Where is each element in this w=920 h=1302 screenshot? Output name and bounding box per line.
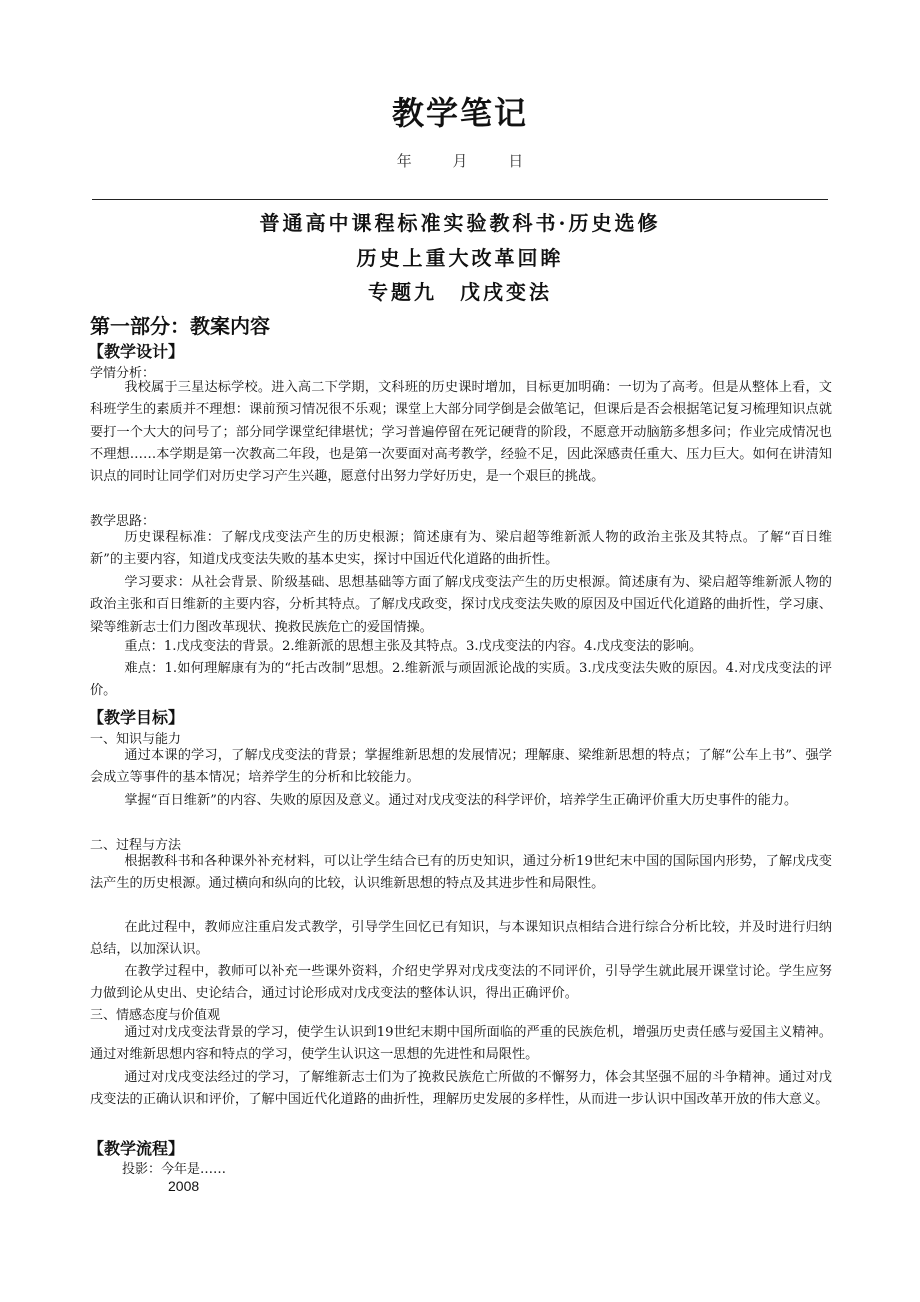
goals-paragraph-5: 在教学过程中，教师可以补充一些课外资料，介绍史学界对戊戌变法的不同评价，引导学生就此展开课堂讨论。学生应努力做到论从史出、史论结合，通过讨论形成对戊戌变法的整体认识，得出正确评价。 <box>90 964 832 1002</box>
goals-paragraph-4: 在此过程中，教师应注重启发式教学，引导学生回忆已有知识，与本课知识点相结合进行综合分析比较，并及时进行归纳总结，以加深认识。 <box>90 920 832 958</box>
goals-sub3: 三、情感态度与价值观 <box>90 1008 221 1023</box>
projection-line: 投影：今年是…… <box>122 1162 227 1177</box>
difficulties-paragraph: 难点：1.如何理解康有为的“托古改制”思想。2.维新派与顽固派论战的实质。3.戊戌变法失败的原因。4.对戊戌变法的评价。 <box>90 661 832 699</box>
goals-sub1: 一、知识与能力 <box>90 732 182 747</box>
date-day-label: 日 <box>508 152 524 170</box>
part-one-heading: 第一部分：教案内容 <box>90 314 270 338</box>
analysis-label: 学情分析： <box>90 366 156 381</box>
goals-sub2: 二、过程与方法 <box>90 838 182 853</box>
topic-heading: 专题九 戊戌变法 <box>368 280 552 304</box>
page-title: 教学笔记 <box>391 94 528 132</box>
goals-paragraph-1: 通过本课的学习，了解戊戌变法的背景；掌握维新思想的发展情况；理解康、梁维新思想的特点；了解“公车上书”、强学会成立等事件的基本情况；培养学生的分析和比较能力。 <box>90 748 832 786</box>
date-line <box>0 150 920 171</box>
goals-paragraph-2: 掌握“百日维新”的内容、失败的原因及意义。通过对戊戌变法的科学评价，培养学生正确评价重大历史事件的能力。 <box>124 793 798 808</box>
analysis-paragraph: 我校属于三星达标学校。进入高二下学期，文科班的历史课时增加，目标更加明确：一切为了高考。但是从整体上看，文科班学生的素质并不理想：课前预习情况很不乐观；课堂上大部分同学倒是会做笔记，但课后是否会根据笔记复习梳理知识点就要打一个大大的问号了；部分同学课堂纪律堪忧；学习普遍停留在死记硬背的阶段，不愿意开动脑筋多想多问；作业完成情况也不理想……本学期是第一次教高二年段，也是第一次要面对高考教学，经验不足，因此深感责任重大、压力巨大。如何在讲清知识点的同时让同学们对历史学习产生兴趣，愿意付出努力学好历史，是一个艰巨的挑战。 <box>90 380 832 485</box>
teaching-design-heading: 【教学设计】 <box>88 342 185 361</box>
goals-paragraph-6: 通过对戊戌变法背景的学习，使学生认识到19世纪末期中国所面临的严重的民族危机，增强历史责任感与爱国主义精神。通过对维新思想内容和特点的学习，使学生认识这一思想的先进性和局限性。 <box>90 1025 832 1063</box>
goals-paragraph-7: 通过对戊戌变法经过的学习，了解维新志士们为了挽救民族危亡所做的不懈努力，体会其坚强不屈的斗争精神。通过对戊戌变法的正确认识和评价，了解中国近代化道路的曲折性，理解历史发展的多样性，从而进一步认识中国改革开放的伟大意义。 <box>90 1070 832 1108</box>
requirement-paragraph: 学习要求：从社会背景、阶级基础、思想基础等方面了解戊戌变法产生的历史根源。简述康有为、梁启超等维新派人物的政治主张和百日维新的主要内容，分析其特点。了解戊戌政变，探讨戊戌变法失败的原因及中国近代化道路的曲折性，学习康、梁等维新志士们力图改革现状、挽救民族危亡的爱国情操。 <box>90 575 832 635</box>
standard-paragraph: 历史课程标准：了解戊戌变法产生的历史根源；简述康有为、梁启超等维新派人物的政治主张及其特点。了解“百日维新”的主要内容，知道戊戌变法失败的基本史实，探讨中国近代化道路的曲折性。 <box>90 530 832 568</box>
date-month-label: 月 <box>452 152 468 170</box>
goals-paragraph-3: 根据教科书和各种课外补充材料，可以让学生结合已有的历史知识，通过分析19世纪末中国的国际国内形势，了解戊戌变法产生的历史根源。通过横向和纵向的比较，认识维新思想的特点及其进步性和局限性。 <box>90 854 832 892</box>
thinking-label: 教学思路： <box>90 514 156 529</box>
book-heading: 普通高中课程标准实验教科书·历史选修 <box>259 211 661 235</box>
header-divider <box>92 199 828 200</box>
keypoints-paragraph: 重点：1.戊戌变法的背景。2.维新派的思想主张及其特点。3.戊戌变法的内容。4.戊戌变法的影响。 <box>124 639 703 654</box>
volume-heading: 历史上重大改革回眸 <box>356 246 564 270</box>
teaching-goals-heading: 【教学目标】 <box>88 708 185 727</box>
year-text: 2008 <box>168 1178 200 1194</box>
teaching-flow-heading: 【教学流程】 <box>88 1139 185 1158</box>
date-year-label: 年 <box>396 152 412 170</box>
